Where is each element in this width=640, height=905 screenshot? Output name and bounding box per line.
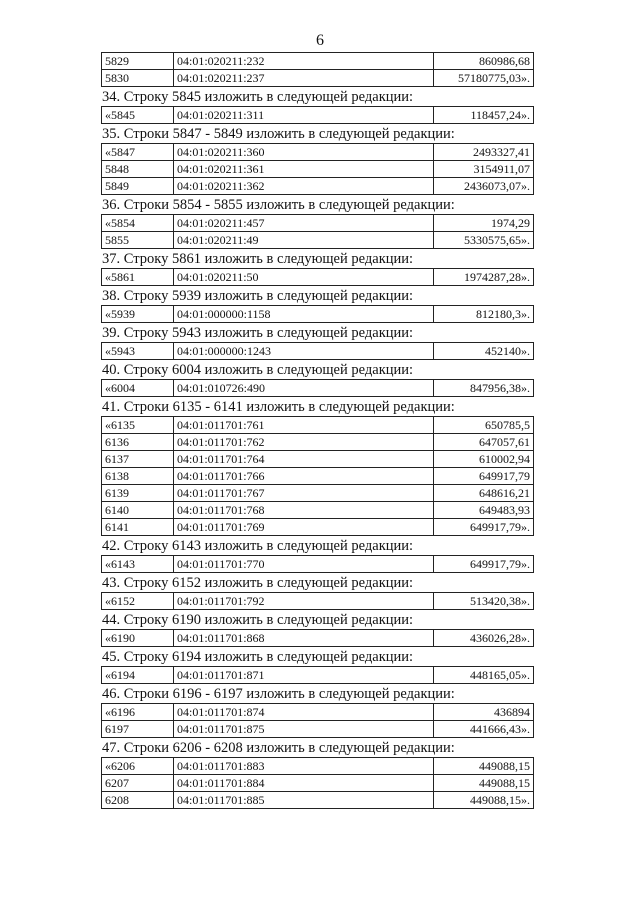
table-row (102, 451, 534, 468)
cadastral-value: 452140». (434, 343, 534, 360)
table-row (102, 758, 534, 775)
document-body (101, 52, 534, 809)
table-row (102, 468, 534, 485)
cadastral-value: 5330575,65». (434, 232, 534, 249)
cadastral-number: 04:01:020211:49 (174, 232, 434, 249)
continued-table (101, 52, 534, 87)
amendment-table (101, 703, 534, 738)
cadastral-value: 648616,21 (434, 485, 534, 502)
cadastral-number: 04:01:020211:311 (174, 107, 434, 124)
table-row (102, 232, 534, 249)
table-row (102, 502, 534, 519)
table-row (102, 417, 534, 434)
table-row (102, 593, 534, 610)
row-number: «6196 (102, 704, 174, 721)
amendment-table (101, 305, 534, 323)
cadastral-number: 04:01:020211:232 (174, 53, 434, 70)
amendment-table (101, 629, 534, 647)
row-number: 5849 (102, 178, 174, 195)
cadastral-value: 448165,05». (434, 667, 534, 684)
cadastral-number: 04:01:011701:770 (174, 556, 434, 573)
cadastral-value: 118457,24». (434, 107, 534, 124)
cadastral-number: 04:01:011701:884 (174, 775, 434, 792)
cadastral-value: 1974287,28». (434, 269, 534, 286)
cadastral-number: 04:01:011701:764 (174, 451, 434, 468)
table-row (102, 306, 534, 323)
cadastral-value: 847956,38». (434, 380, 534, 397)
cadastral-value: 441666,43». (434, 721, 534, 738)
section-heading: 40. Строку 6004 изложить в следующей редакции: (102, 362, 414, 378)
row-number: 5855 (102, 232, 174, 249)
cadastral-number: 04:01:011701:874 (174, 704, 434, 721)
row-number: 5829 (102, 53, 174, 70)
section-heading: 39. Строку 5943 изложить в следующей редакции: (102, 325, 414, 341)
row-number: 6197 (102, 721, 174, 738)
row-number: 6140 (102, 502, 174, 519)
section-heading: 46. Строки 6196 - 6197 изложить в следующей редакции: (102, 686, 455, 702)
row-number: 6137 (102, 451, 174, 468)
row-number: «5847 (102, 144, 174, 161)
cadastral-value: 860986,68 (434, 53, 534, 70)
cadastral-number: 04:01:000000:1243 (174, 343, 434, 360)
row-number: «6190 (102, 630, 174, 647)
row-number: 6136 (102, 434, 174, 451)
row-number: «6004 (102, 380, 174, 397)
section-heading: 34. Строку 5845 изложить в следующей редакции: (102, 89, 414, 105)
row-number: «5845 (102, 107, 174, 124)
row-number: «5939 (102, 306, 174, 323)
cadastral-number: 04:01:011701:883 (174, 758, 434, 775)
table-row (102, 161, 534, 178)
row-number: «5861 (102, 269, 174, 286)
amendment-table (101, 379, 534, 397)
row-number: «6135 (102, 417, 174, 434)
table-row (102, 519, 534, 536)
section-heading: 36. Строки 5854 - 5855 изложить в следующей редакции: (102, 197, 455, 213)
section-heading: 42. Строку 6143 изложить в следующей редакции: (102, 538, 414, 554)
cadastral-value: 3154911,07 (434, 161, 534, 178)
cadastral-number: 04:01:000000:1158 (174, 306, 434, 323)
amendment-table (101, 757, 534, 809)
table-row (102, 721, 534, 738)
cadastral-number: 04:01:010726:490 (174, 380, 434, 397)
row-number: 6208 (102, 792, 174, 809)
cadastral-number: 04:01:020211:361 (174, 161, 434, 178)
table-row (102, 53, 534, 70)
cadastral-number: 04:01:020211:457 (174, 215, 434, 232)
section-heading: 45. Строку 6194 изложить в следующей редакции: (102, 649, 414, 665)
table-row (102, 556, 534, 573)
page-number: 6 (316, 32, 324, 49)
section-heading: 43. Строку 6152 изложить в следующей редакции: (102, 575, 414, 591)
cadastral-number: 04:01:020211:237 (174, 70, 434, 87)
row-number: 6139 (102, 485, 174, 502)
cadastral-value: 649917,79». (434, 519, 534, 536)
cadastral-value: 436026,28». (434, 630, 534, 647)
section-heading: 47. Строки 6206 - 6208 изложить в следующей редакции: (102, 740, 455, 756)
section-heading: 41. Строки 6135 - 6141 изложить в следующей редакции: (102, 399, 455, 415)
cadastral-value: 650785,5 (434, 417, 534, 434)
cadastral-value: 610002,94 (434, 451, 534, 468)
cadastral-value: 812180,3». (434, 306, 534, 323)
row-number: «6152 (102, 593, 174, 610)
table-row (102, 178, 534, 195)
table-row (102, 215, 534, 232)
cadastral-number: 04:01:011701:767 (174, 485, 434, 502)
table-row (102, 630, 534, 647)
cadastral-value: 57180775,03». (434, 70, 534, 87)
table-row (102, 792, 534, 809)
cadastral-value: 1974,29 (434, 215, 534, 232)
cadastral-value: 649483,93 (434, 502, 534, 519)
row-number: 6141 (102, 519, 174, 536)
table-row (102, 434, 534, 451)
cadastral-value: 2436073,07». (434, 178, 534, 195)
table-row (102, 380, 534, 397)
table-row (102, 269, 534, 286)
cadastral-number: 04:01:011701:868 (174, 630, 434, 647)
cadastral-value: 449088,15 (434, 758, 534, 775)
row-number: «6194 (102, 667, 174, 684)
amendment-table (101, 214, 534, 249)
amendment-table (101, 592, 534, 610)
cadastral-number: 04:01:011701:762 (174, 434, 434, 451)
row-number: 6207 (102, 775, 174, 792)
cadastral-number: 04:01:011701:875 (174, 721, 434, 738)
table-row (102, 667, 534, 684)
table-row (102, 775, 534, 792)
table-row (102, 70, 534, 87)
table-row (102, 144, 534, 161)
cadastral-number: 04:01:020211:360 (174, 144, 434, 161)
section-heading: 37. Строку 5861 изложить в следующей редакции: (102, 251, 414, 267)
cadastral-number: 04:01:011701:766 (174, 468, 434, 485)
section-heading: 44. Строку 6190 изложить в следующей редакции: (102, 612, 414, 628)
cadastral-value: 513420,38». (434, 593, 534, 610)
cadastral-number: 04:01:011701:885 (174, 792, 434, 809)
cadastral-value: 436894 (434, 704, 534, 721)
amendment-table (101, 666, 534, 684)
cadastral-value: 449088,15 (434, 775, 534, 792)
cadastral-number: 04:01:020211:362 (174, 178, 434, 195)
cadastral-number: 04:01:011701:769 (174, 519, 434, 536)
cadastral-number: 04:01:011701:792 (174, 593, 434, 610)
row-number: 5848 (102, 161, 174, 178)
table-row (102, 704, 534, 721)
cadastral-number: 04:01:011701:761 (174, 417, 434, 434)
row-number: «6143 (102, 556, 174, 573)
row-number: 5830 (102, 70, 174, 87)
amendment-table (101, 106, 534, 124)
amendment-table (101, 342, 534, 360)
row-number: «5854 (102, 215, 174, 232)
amendment-table (101, 268, 534, 286)
row-number: «6206 (102, 758, 174, 775)
table-row (102, 107, 534, 124)
section-heading: 35. Строки 5847 - 5849 изложить в следующей редакции: (102, 126, 455, 142)
cadastral-value: 2493327,41 (434, 144, 534, 161)
table-row (102, 485, 534, 502)
amendment-table (101, 416, 534, 536)
cadastral-number: 04:01:011701:768 (174, 502, 434, 519)
cadastral-value: 449088,15». (434, 792, 534, 809)
row-number: «5943 (102, 343, 174, 360)
cadastral-number: 04:01:011701:871 (174, 667, 434, 684)
amendment-table (101, 555, 534, 573)
cadastral-value: 647057,61 (434, 434, 534, 451)
cadastral-number: 04:01:020211:50 (174, 269, 434, 286)
table-row (102, 343, 534, 360)
amendment-table (101, 143, 534, 195)
row-number: 6138 (102, 468, 174, 485)
cadastral-value: 649917,79». (434, 556, 534, 573)
section-heading: 38. Строку 5939 изложить в следующей редакции: (102, 288, 414, 304)
cadastral-value: 649917,79 (434, 468, 534, 485)
